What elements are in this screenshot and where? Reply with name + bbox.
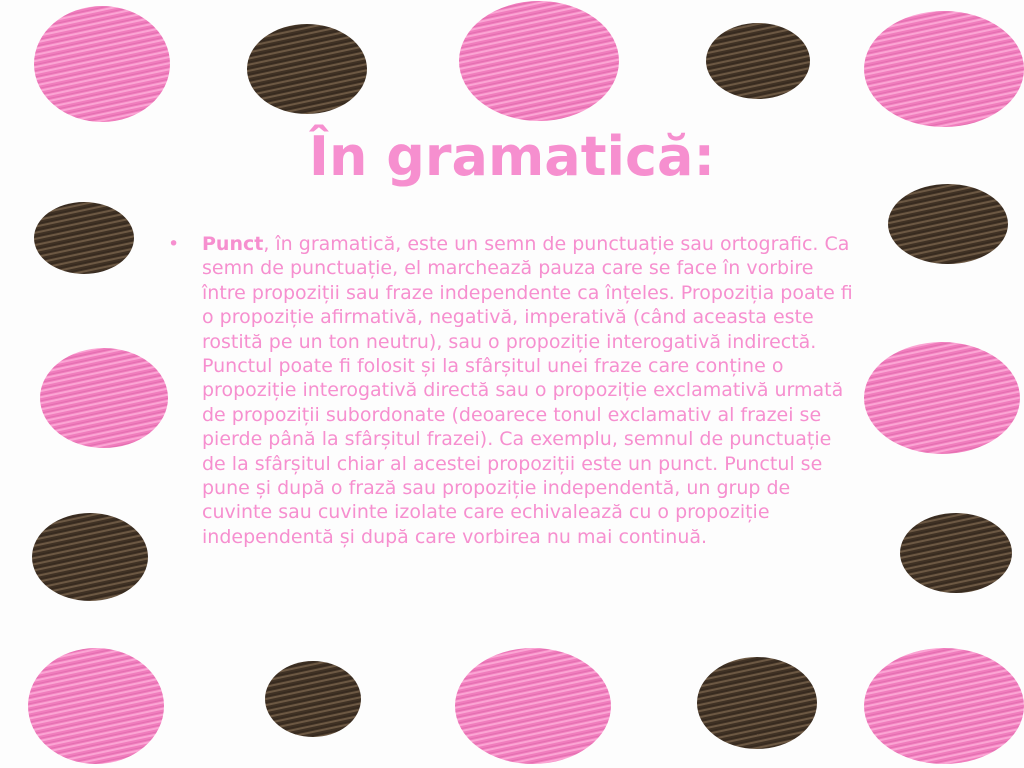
brown-dot	[900, 513, 1012, 593]
brown-dot	[697, 657, 817, 749]
slide-title: În gramatică:	[308, 125, 716, 188]
pink-dot	[864, 648, 1024, 764]
slide-body	[160, 232, 860, 549]
definition-paragraph	[202, 232, 860, 549]
bullet-marker: •	[168, 233, 180, 255]
bullet-item	[160, 232, 860, 549]
brown-dot	[706, 23, 810, 99]
pink-dot	[864, 342, 1020, 454]
pink-dot	[28, 648, 164, 764]
pink-dot	[459, 1, 619, 121]
brown-dot	[888, 184, 1008, 264]
pink-dot	[34, 6, 170, 122]
pink-dot	[864, 11, 1024, 127]
pink-dot	[40, 348, 168, 448]
brown-dot	[247, 24, 367, 114]
pink-dot	[455, 648, 611, 764]
brown-dot	[265, 661, 361, 737]
brown-dot	[34, 202, 134, 274]
term-punct: Punct	[202, 233, 264, 255]
definition-text: , în gramatică, este un semn de punctuație sau ortografic. Ca semn de punctuație, el marchează pauza care se face în vorbire între propoziții sau fraze independente ca înțeles. Propoziția poate fi o propoziție afirmativă, negativă, imperativă (când aceasta este rostită pe un ton neutru), sau o propoziție interogativă indirectă. Punctul poate fi folosit și la sfârșitul unei fraze care conține o propoziție interogativă directă sau o propoziție exclamativă urmată de propoziții subordonate (deoarece tonul exclamativ al frazei se pierde până la sfârșitul frazei). Ca exemplu, semnul de punctuație de la sfârșitul chiar al acestei propoziții este un punct. Punctul se pune și după o frază sau propoziție independentă, un grup de cuvinte sau cuvinte izolate care echivalează cu o propoziție independentă și după care vorbirea nu mai continuă.	[202, 233, 853, 548]
brown-dot	[32, 513, 148, 601]
